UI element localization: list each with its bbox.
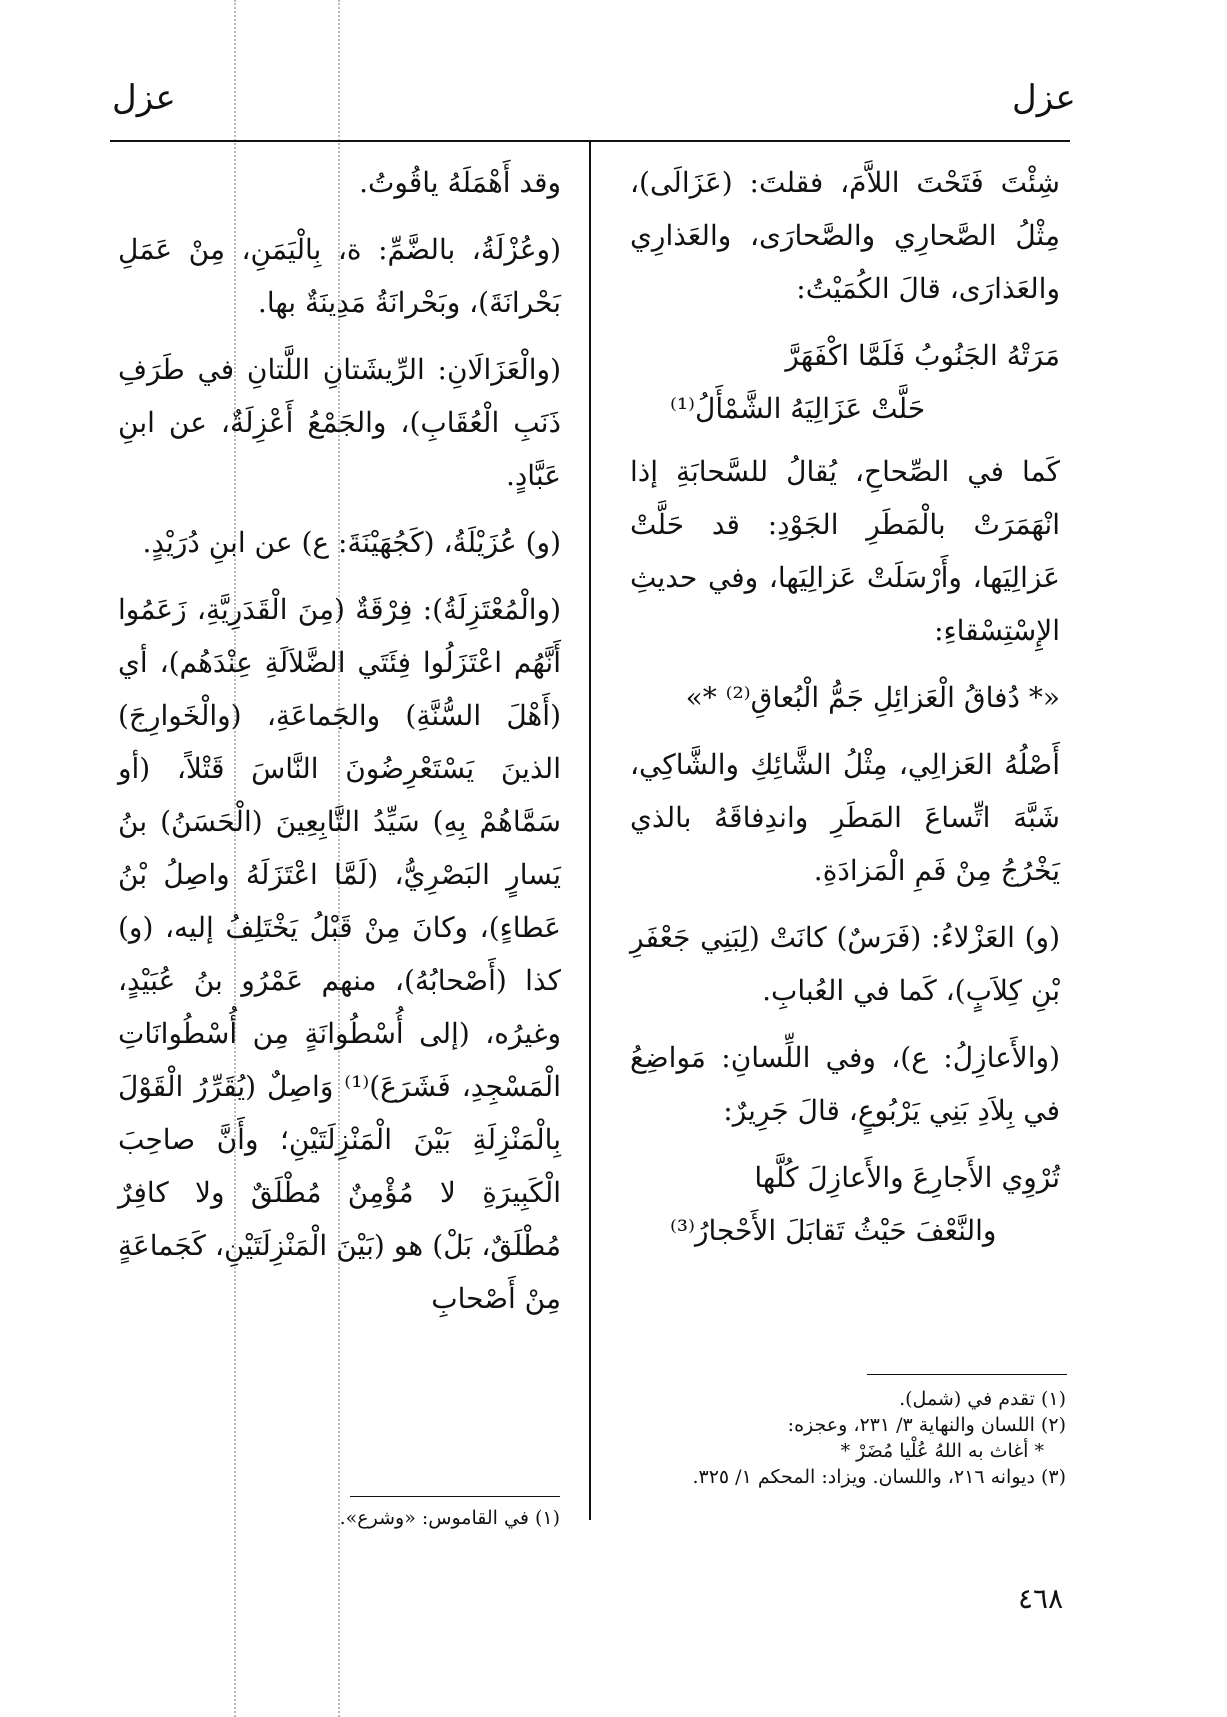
- page-number: ٤٦٨: [1018, 1582, 1064, 1615]
- paragraph: (والأَعازِلُ: ع)، وفي اللِّسانِ: مَواضِعُ في بِلاَدِ بَنِي يَرْبُوعٍ، قالَ جَرِيرٌ:: [630, 1041, 1060, 1127]
- footnote-verse: * أغاث به اللهُ عُلْيا مُضَرْ *: [840, 1440, 1044, 1462]
- paragraph: كَما في الصِّحاحِ، يُقالُ للسَّحابَةِ إذا انْهَمَرَتْ بالْمَطَرِ الجَوْدِ: قد حَلَّتْ عَزالِيَها، وأَرْسَلَتْ عَزالِيَها، وفي حديثِ الإِسْتِسْقاءِ:: [630, 455, 1060, 647]
- paragraph: أَصْلُهُ العَزالِي، مِثْلُ الشَّائِكِ والشَّاكِي، شَبَّهَ اتِّساعَ المَطَرِ واندِفاقَهُ بالذي يَخْرُجُ مِنْ فَمِ الْمَزادَةِ.: [630, 748, 1060, 887]
- footnote: (٣) ديوانه ٢١٦، واللسان. ويزاد: المحكم ١/ ٣٢٥.: [692, 1466, 1066, 1488]
- verse-hemistich: مَرَتْهُ الجَنُوبُ فَلَمَّا اكْفَهَرَّ: [785, 339, 1060, 372]
- paragraph: وقد أَهْمَلَهُ ياقُوتُ.: [359, 166, 561, 199]
- footnotes-right: [636, 1386, 1066, 1490]
- footnote-rule: [350, 1496, 560, 1497]
- paragraph: شِئْتَ فَتَحْتَ اللاَّمَ، فقلتَ: (عَزَالَى)، مِثْلُ الصَّحارِي والصَّحارَى، والعَذارِي والعَذارَى، قالَ الكُمَيْتُ:: [630, 166, 1060, 305]
- footnote: (١) تقدم في (شمل).: [899, 1388, 1066, 1410]
- paragraph: (والْمُعْتَزِلَةُ): فِرْقَةٌ (مِنَ الْقَدَرِيَّةِ، زَعَمُوا أَنَّهُم اعْتَزَلُوا فِئَتَي الضَّلاَلَةِ عِنْدَهُم)، أي (أَهْلَ السُّنَّةِ) والجَماعَةِ، (والْخَوارِجَ) الذينَ يَسْتَعْرِضُونَ النَّاسَ قَتْلاً، (أو سَمَّاهُمْ بِهِ) سَيِّدُ التَّابِعِينَ (الْحَسَنُ) بنُ يَسارٍ البَصْرِيُّ، (لَمَّا اعْتَزَلَهُ واصِلُ بْنُ عَطاءٍ)، وكانَ مِنْ قَبْلُ يَخْتَلِفُ إليه، (و) كذا (أَصْحابُهُ)، منهم عَمْرُو بنُ عُبَيْدٍ، وغيرُه، (إلى أُسْطُوانَةٍ مِن أُسْطُوانَاتِ الْمَسْجِدِ، فَشَرَعَ)⁽¹⁾ وَاصِلٌ (يُقَرِّرُ الْقَوْلَ بِالْمَنْزِلَةِ بَيْنَ الْمَنْزِلَتَيْنِ؛ وأَنَّ صاحِبَ الْكَبِيرَةِ لا مُؤْمِنٌ مُطْلَقٌ ولا كافِرٌ مُطْلَقٌ، بَلْ) هو (بَيْنَ الْمَنْزِلَتَيْنِ، كَجَماعَةٍ مِنْ أَصْحابِ: [118, 593, 561, 1315]
- column-divider: [589, 142, 591, 1520]
- hadith-quote: «* دُفاقُ الْعَزائِلِ جَمُّ الْبُعاقِ⁽²⁾ *»: [685, 681, 1060, 714]
- verse-hemistich: تُرْوِي الأَجارِعَ والأَعازِلَ كُلَّها: [754, 1161, 1060, 1194]
- paragraph: (وعُزْلَةُ، بالضَّمِّ: ة، بِالْيَمَنِ، مِنْ عَمَلِ بَحْرانَةَ)، وبَحْرانَةُ مَدِينَةٌ بها.: [118, 233, 561, 319]
- running-head-left: عزل: [112, 78, 176, 118]
- footnotes-left: [330, 1505, 560, 1531]
- paragraph: (و) عُزَيْلَةُ، (كَجُهَيْنَةَ: ع) عن ابنِ دُرَيْدٍ.: [142, 526, 561, 559]
- verse: [630, 329, 1060, 435]
- footnote: (١) في القاموس: «وشرع».: [339, 1507, 560, 1529]
- paragraph: (و) العَزْلاءُ: (فَرَسٌ) كانَتْ (لِبَنِي جَعْفَرِ بْنِ كِلاَبٍ)، كَما في العُبابِ.: [630, 921, 1060, 1007]
- verse: [630, 1151, 1060, 1257]
- running-head-right: عزل: [1012, 78, 1076, 118]
- right-column: [630, 156, 1060, 1267]
- verse-hemistich: حَلَّتْ عَزَالِيَهُ الشَّمْأَلُ⁽¹⁾: [670, 392, 926, 425]
- footnote: (٢) اللسان والنهاية ٣/ ٢٣١، وعجزه:: [787, 1414, 1066, 1436]
- left-column: [118, 156, 561, 1339]
- footnote-rule: [867, 1374, 1067, 1375]
- verse-hemistich: والنَّعْفَ حَيْثُ تَقابَلَ الأَحْجارُ⁽³⁾: [670, 1214, 997, 1247]
- paragraph: (والْعَزَالَانِ: الرِّيشَتانِ اللَّتانِ في طَرَفِ ذَنَبِ الْعُقَابِ)، والجَمْعُ أَعْزِلَةٌ، عن ابنِ عَبَّادٍ.: [118, 353, 561, 492]
